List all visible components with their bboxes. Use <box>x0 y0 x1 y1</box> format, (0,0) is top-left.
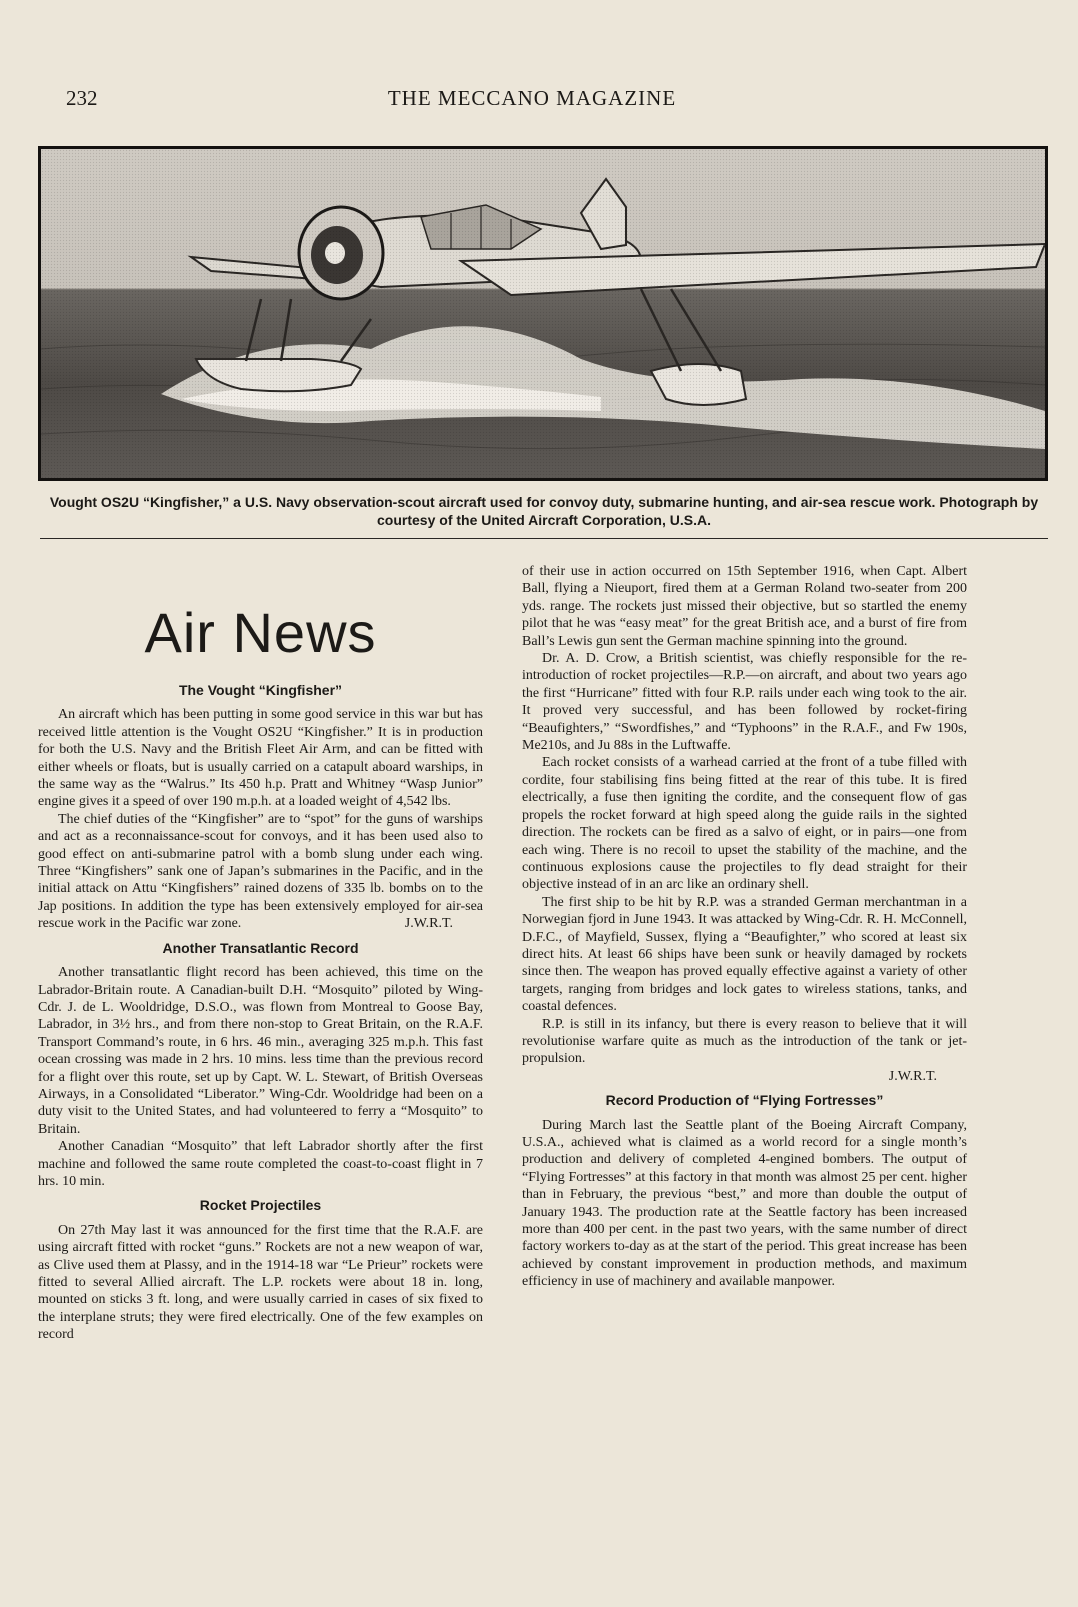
paragraph: Dr. A. D. Crow, a British scientist, was chiefly responsible for the re-introduction of rocket projectiles—R.P.—on aircraft, and about two years ago the first “Hurricane” fitted with four R.P. rails under each wing took to the air. It proved very successful, and has been followed by rocket-firing “Beaufighters,” “Swordfishes,” and “Typhoons” in the R.A.F., and Fw 190s, Me210s, and Ju 88s in the Luftwaffe. <box>522 651 967 754</box>
section-heading-fortresses: Record Production of “Flying Fortresses” <box>605 1092 884 1109</box>
author-signature: J.W.R.T. <box>888 1068 937 1084</box>
page-number: 232 <box>66 86 98 110</box>
section-heading-rockets: Rocket Projectiles <box>199 1197 322 1214</box>
section-heading-kingfisher: The Vought “Kingfisher” <box>178 682 343 698</box>
magazine-title: THE MECCANO MAGAZINE <box>387 86 677 110</box>
paragraph: R.P. is still in its infancy, but there is every reason to believe that it will revolutionise warfare quite as much as the introduction of the tank or jet-propulsion. <box>522 1016 967 1067</box>
aircraft-photo <box>38 146 1048 481</box>
paragraph: Another transatlantic flight record has been achieved, this time on the Labrador-Britain route. A Canadian-built D.H. “Mosquito” piloted by Wing-Cdr. J. de L. Wooldridge, D.S.O., was flown from Montreal to Goose Bay, Labrador, in 3½ hrs., and from there non-stop to Great Britain, on the R.A.F. Transport Command’s route, in 6 hrs. 46 min., averaging 325 m.p.h. This fast ocean crossing was made in 2 hrs. 10 mins. less time than the previous record for a flight over this route, set up by Capt. W. L. Stewart, of British Overseas Airways, in a Consolidated “Liberator.” Wing-Cdr. Wooldridge had been on a duty visit to the United States, and had volunteered to ferry a “Mosquito” to Britain. <box>38 965 483 1137</box>
paragraph: Each rocket consists of a warhead carried at the front of a tube filled with cordite, four stabilising fins being fitted at the rear of this tube. It is fired electrically, a fuse then igniting the cordite, and the consequent flow of gas propels the rocket forward at high speed along the guide rails in the sighted direction. The rockets can be fired as a salvo of eight, or in pairs—one from each wing. There is no recoil to upset the stability of the machine, and the continuous explosions cause the projectiles to fly dead straight for their objective instead of in an arc like an ordinary shell. <box>522 755 967 893</box>
section-heading-transatlantic: Another Transatlantic Record <box>162 939 359 956</box>
paragraph: During March last the Seattle plant of the Boeing Aircraft Company, U.S.A., achieved what is claimed as a world record for a single month’s production and delivery of completed 4-engined bombers. The output of “Flying Fortresses” at this factory in that month was almost 25 per cent. higher than in February, the previous “best,” and more than double the output of January 1943. The production rate at the Seattle factory has been increased more than 400 per cent. in the past two years, with the same number of direct factory workers to-day as at the start of the period. This great increase has been achieved by constant improvement in production methods, and maximum efficiency in use of machinery and available manpower. <box>522 1117 967 1290</box>
paragraph-continued: of their use in action occurred on 15th September 1916, when Capt. Albert Ball, flying a Nieuport, fired them at a German Roland two-seater from 200 yds. range. The rockets just missed their objective, but so startled the enemy pilot that he was “easy meat” for the great British ace, and a burst of fire from Ball’s Lewis gun sent the German machine spinning into the ground. <box>522 564 967 649</box>
photo-caption: Vought OS2U “Kingfisher,” a U.S. Navy observation-scout aircraft used for convoy duty, submarine hunting, and air-sea rescue work. Photograph by courtesy of the United Aircraft Corporation, U.S.A. <box>49 494 1039 528</box>
paragraph: The chief duties of the “Kingfisher” are to “spot” for the guns of warships and act as a reconnaissance-scout for convoys, and it has been used also to good effect on anti-submarine patrol with a bomb slung under each wing. Three “Kingfishers” sank one of Japan’s submarines in the Pacific, and in the initial attack on Attu “Kingfishers” rained dozens of 335 lb. bombs on to the Jap positions. In addition the type has been extensively employed for air-sea rescue work in the Pacific war zone. J.W.R.T. <box>38 811 483 932</box>
column-right <box>522 563 967 1291</box>
author-signature: J.W.R.T. <box>404 916 453 932</box>
page-header <box>62 86 1002 120</box>
paragraph: An aircraft which has been putting in some good service in this war but has received little attention is the Vought OS2U “Kingfisher.” It is in production for both the U.S. Navy and the British Fleet Air Arm, and can be fitted with either wheels or floats, but is usually carried on a catapult aboard warships, in the same way as the “Walrus.” Its 450 h.p. Pratt and Whitney “Wasp Junior” engine gives it a speed of over 190 m.p.h. at a loaded weight of 4,542 lbs. <box>38 707 483 810</box>
paragraph: On 27th May last it was announced for the first time that the R.A.F. are using aircraft fitted with rocket “guns.” Rockets are not a new weapon of war, as Clive used them at Plassy, and in the 1914-18 war “Le Prieur” rockets were fitted to several Allied aircraft. The L.P. rockets were about 18 in. long, mounted on sticks 3 ft. long, and were usually carried in cases of six fixed to the interplane struts; they were fired electrically. One of the few examples on record <box>38 1222 483 1343</box>
column-left <box>38 598 483 1344</box>
kingfisher-seaplane-illustration <box>41 149 1045 478</box>
article-title: Air News <box>144 601 377 664</box>
paragraph: The first ship to be hit by R.P. was a stranded German merchantman in a Norwegian fjord in June 1943. It was attacked by Wing-Cdr. R. H. McConnell, D.F.C., of Mayfield, Sussex, flying a “Beaufighter,” who scored at least six direct hits. At least 66 ships have been sunk or heavily damaged by rockets since then. The weapon has proved equally effective against a variety of other targets, ranging from bridges and lock gates to wireless stations, tanks, and coastal defences. <box>522 894 967 1015</box>
paragraph: Another Canadian “Mosquito” that left Labrador shortly after the first machine and followed the same route completed the coast-to-coast flight in 7 hrs. 10 min. <box>38 1139 483 1189</box>
section-divider <box>40 538 1048 539</box>
